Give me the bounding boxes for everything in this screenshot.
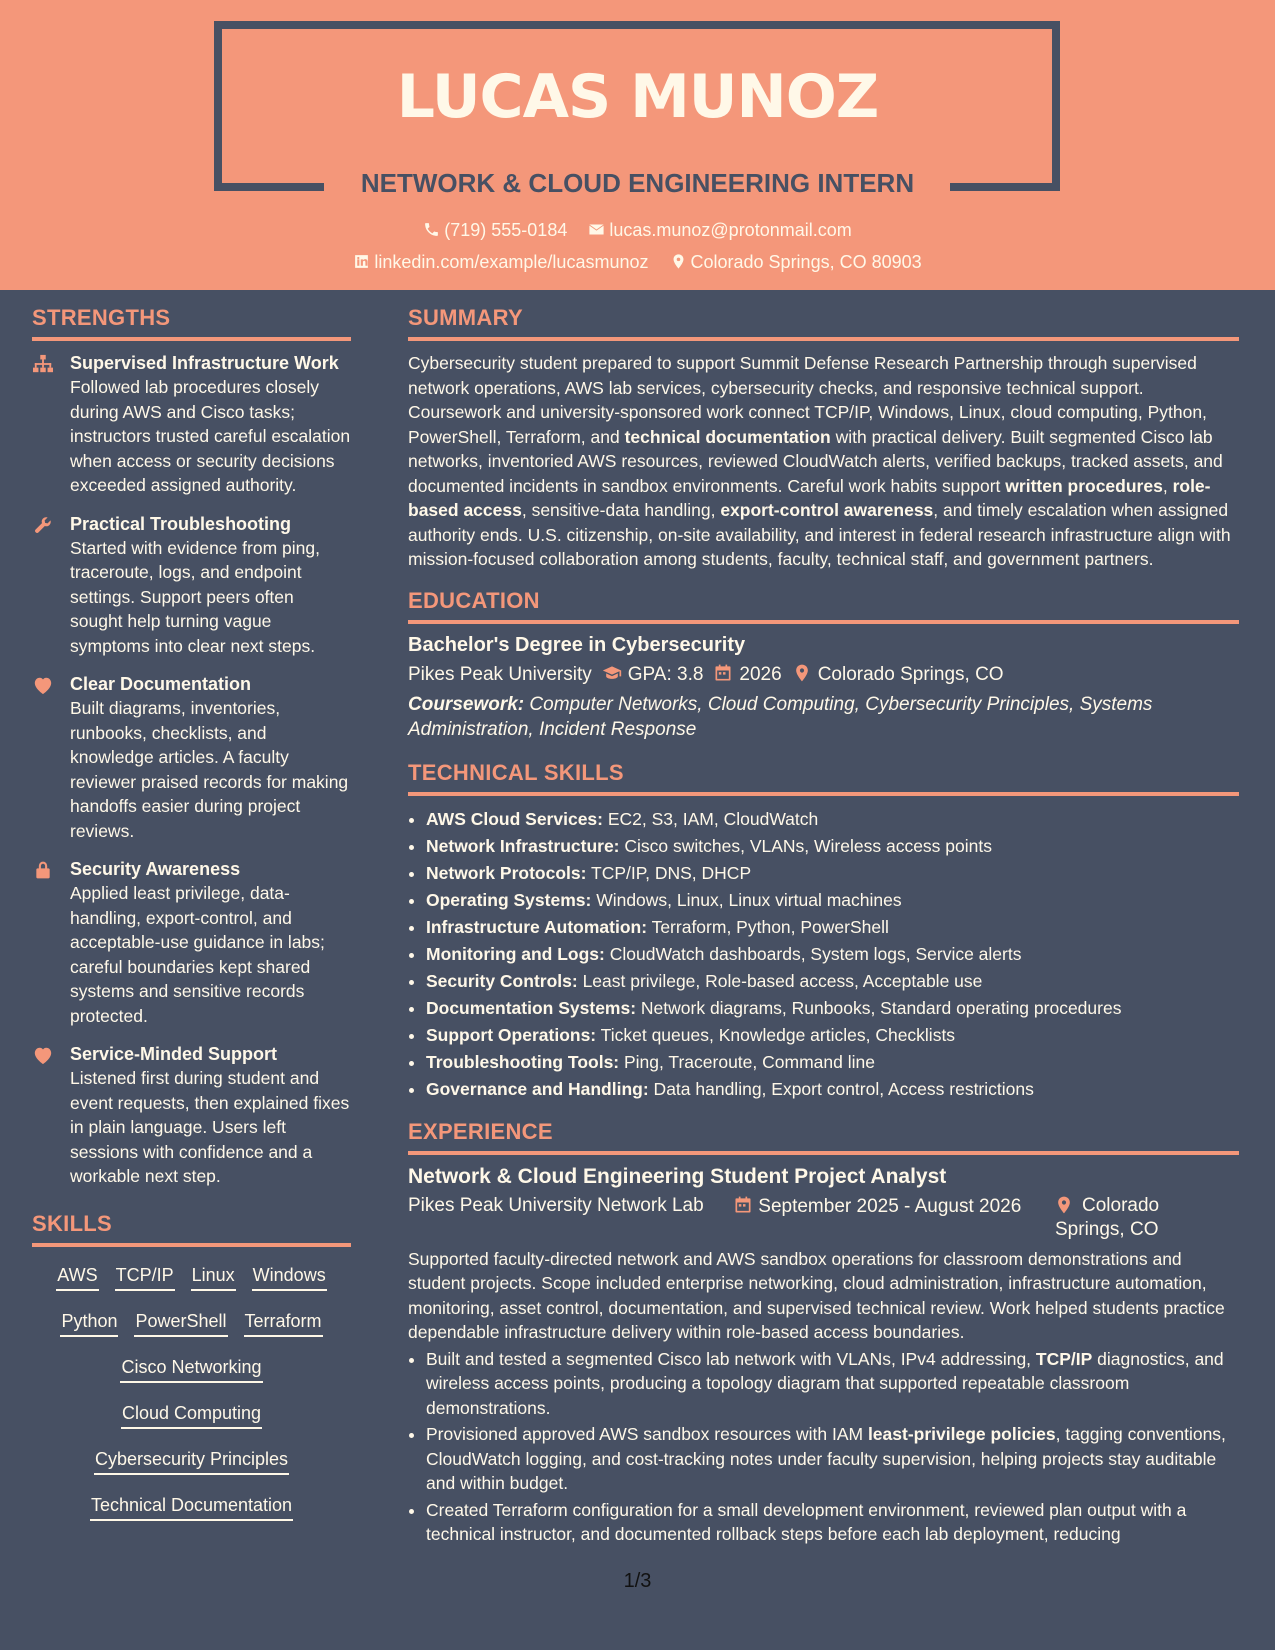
skill-values: Data handling, Export control, Access restrictions [648, 1078, 1034, 1099]
skill-category: Security Controls: [426, 970, 578, 991]
phone-contact[interactable] [423, 220, 567, 241]
position-location-2: Springs, CO [1055, 1218, 1159, 1240]
skill-category: Network Infrastructure: [426, 835, 620, 856]
wrench-icon [32, 515, 54, 535]
summary-text [408, 351, 1239, 572]
bullet-text: Provisioned approved AWS sandbox resources with IAM [426, 1424, 868, 1444]
gpa-text: GPA: 3.8 [627, 663, 704, 685]
skill-tag: Cisco Networking [120, 1357, 262, 1383]
strength-title: Practical Troubleshooting [70, 513, 292, 534]
coursework [408, 692, 1239, 742]
skill-tag: Technical Documentation [90, 1495, 293, 1521]
right-column [408, 305, 1239, 1549]
strength-item [32, 857, 351, 1028]
coursework-label: Coursework: [408, 693, 525, 715]
page-number: 1/3 [623, 1570, 652, 1592]
list-item [426, 995, 1239, 1022]
map-marker-icon [1054, 1195, 1074, 1218]
sitemap-icon [32, 354, 54, 374]
phone-text: (719) 555-0184 [444, 220, 568, 240]
summary-emphasis: written procedures [1005, 475, 1163, 496]
contact-row-2 [0, 252, 1275, 273]
skill-tag: Cybersecurity Principles [94, 1449, 289, 1475]
school-location: Colorado Springs, CO [817, 663, 1004, 685]
skill-tag: PowerShell [134, 1311, 227, 1337]
strength-desc: Started with evidence from ping, traceroute, logs, and endpoint settings. Support peers often sought help turning vague symptoms into clear next steps. [70, 537, 320, 656]
skill-tag: Python [60, 1311, 118, 1337]
summary-part: , [1162, 475, 1173, 496]
linkedin-contact[interactable] [353, 252, 648, 273]
calendar-icon [713, 663, 733, 683]
map-marker-icon [670, 253, 687, 270]
technical-skills-heading: TECHNICAL SKILLS [408, 760, 1239, 796]
skill-tag: TCP/IP [115, 1265, 175, 1291]
position-location-1: Colorado [1082, 1194, 1160, 1216]
dates-group [733, 1195, 1021, 1218]
contact-row-1 [0, 220, 1275, 241]
summary-part: with practical delivery. Built segmented Cisco lab networks, inventoried AWS resources, reviewed CloudWatch alerts, verified backups, tracked assets, and documented incidents in sandbox environments. Careful work habits support [408, 426, 1223, 496]
list-item [426, 887, 1239, 914]
skills-heading: SKILLS [32, 1211, 351, 1247]
location-text: Colorado Springs, CO 80903 [690, 252, 922, 272]
skill-values: Ticket queues, Knowledge articles, Checklists [596, 1024, 956, 1045]
list-item [426, 1022, 1239, 1049]
list-item [426, 941, 1239, 968]
technical-skills-list [408, 806, 1239, 1103]
bullet-emphasis: least-privilege policies [867, 1424, 1056, 1444]
skill-category: Infrastructure Automation: [426, 916, 648, 937]
bullet-text: diagnostics, and wireless access points, producing a topology diagram that supported repeatable classroom demonstrations. [426, 1348, 1224, 1418]
strength-item [32, 672, 351, 843]
phone-icon [423, 221, 440, 238]
heart-icon [32, 675, 54, 695]
list-item [426, 1049, 1239, 1076]
school-name: Pikes Peak University [408, 663, 592, 685]
candidate-name: LUCAS MUNOZ [396, 62, 879, 132]
education-details [408, 663, 1239, 686]
skill-category: Documentation Systems: [426, 997, 637, 1018]
strength-desc: Applied least privilege, data-handling, export-control, and acceptable-use guidance in labs; careful boundaries kept shared systems and sensitive records protected. [70, 883, 325, 1026]
skill-values: EC2, S3, IAM, CloudWatch [603, 808, 819, 829]
linkedin-text: linkedin.com/example/lucasmunoz [374, 252, 649, 272]
summary-part: , and timely escalation when assigned authority ends. U.S. citizenship, on-site availability, and interest in federal research infrastructure align with mission-focused collaboration among students, faculty, technical staff, and government partners. [408, 500, 1231, 569]
calendar-icon [733, 1195, 753, 1215]
list-item [426, 1422, 1239, 1496]
skill-category: Operating Systems: [426, 889, 592, 910]
grad-year: 2026 [739, 663, 782, 685]
bullet-text: Created Terraform configuration for a small development environment, reviewed plan output with a technical instructor, and documented rollback steps before each lab deployment, reducing [426, 1499, 1187, 1544]
summary-emphasis: export-control awareness [720, 500, 934, 520]
skill-tag: Cloud Computing [121, 1403, 262, 1429]
heart-icon [32, 1045, 54, 1065]
education-heading: EDUCATION [408, 588, 1239, 624]
graduation-cap-icon [602, 663, 622, 683]
strengths-heading: STRENGTHS [32, 305, 351, 341]
skill-values: Terraform, Python, PowerShell [647, 916, 889, 937]
position-description: Supported faculty-directed network and AWS sandbox operations for classroom demonstrations and student projects. Scope included enterprise networking, cloud administration, infrastructure automation, monitoring, asset control, documentation, and supervised technical review. Work helped students practice dependable infrastructure delivery within role-based access boundaries. [408, 1248, 1225, 1342]
list-item [426, 833, 1239, 860]
summary-part: , sensitive-data handling, [521, 500, 721, 520]
coursework-list: Computer Networks, Cloud Computing, Cybersecurity Principles, Systems Administration, Incident Response [408, 693, 1153, 740]
bullet-text: Built and tested a segmented Cisco lab network with VLANs, IPv4 addressing, [426, 1348, 1036, 1369]
skill-values: Network diagrams, Runbooks, Standard operating procedures [636, 997, 1122, 1018]
organization-name: Pikes Peak University Network Lab [408, 1194, 704, 1216]
skill-category: Network Protocols: [426, 862, 587, 883]
position-title: Network & Cloud Engineering Student Project Analyst [408, 1164, 947, 1188]
skill-values: TCP/IP, DNS, DHCP [586, 862, 752, 883]
skill-category: Governance and Handling: [426, 1078, 649, 1099]
summary-emphasis: role-based access [408, 475, 1211, 520]
job-title-heading: NETWORK & CLOUD ENGINEERING INTERN [360, 168, 915, 198]
list-item [426, 1076, 1239, 1103]
email-text: lucas.munoz@protonmail.com [609, 220, 852, 240]
strength-item [32, 351, 351, 498]
strength-desc: Followed lab procedures closely during AWS and Cisco tasks; instructors trusted careful escalation when access or security decisions exceeded assigned authority. [70, 377, 351, 495]
skill-values: CloudWatch dashboards, System logs, Service alerts [604, 943, 1022, 964]
strength-title: Clear Documentation [70, 674, 252, 694]
strength-title: Service-Minded Support [70, 1044, 278, 1064]
summary-emphasis: technical documentation [624, 426, 831, 447]
bullet-emphasis: TCP/IP [1035, 1348, 1093, 1369]
degree-title: Bachelor's Degree in Cybersecurity [408, 633, 746, 656]
skill-values: Least privilege, Role-based access, Acceptable use [577, 970, 983, 991]
strength-item [32, 512, 351, 659]
skill-category: Support Operations: [426, 1024, 597, 1045]
email-contact[interactable] [588, 220, 851, 241]
skills-tags [32, 1257, 351, 1533]
strength-desc: Built diagrams, inventories, runbooks, checklists, and knowledge articles. A faculty reviewer praised records for making handoffs easier during project reviews. [70, 698, 349, 841]
list-item [426, 860, 1239, 887]
strength-title: Supervised Infrastructure Work [70, 353, 339, 373]
skill-tag: AWS [56, 1265, 98, 1291]
strength-item [32, 1042, 351, 1189]
strength-desc: Listened first during student and event requests, then explained fixes in plain language. Users left sessions with confidence and a workable next step. [70, 1068, 350, 1186]
map-marker-icon [792, 663, 812, 683]
achievement-list [408, 1347, 1239, 1547]
skill-category: Monitoring and Logs: [426, 943, 605, 964]
skill-values: Windows, Linux, Linux virtual machines [591, 889, 902, 910]
skill-tag: Windows [252, 1265, 327, 1291]
summary-heading: SUMMARY [408, 305, 1239, 341]
skill-category: Troubleshooting Tools: [426, 1051, 620, 1072]
header-band [0, 0, 1275, 290]
lock-icon [32, 860, 54, 880]
left-column [32, 305, 351, 1533]
position-dates: September 2025 - August 2026 [758, 1195, 1022, 1217]
skill-values: Cisco switches, VLANs, Wireless access points [619, 835, 992, 856]
bullet-text: , tagging conventions, CloudWatch logging, and cost-tracking notes under faculty supervision, helping projects stay auditable and within budget. [426, 1424, 1226, 1493]
list-item [426, 1347, 1239, 1421]
list-item [426, 968, 1239, 995]
position-details [408, 1195, 1239, 1247]
skill-tag: Terraform [244, 1311, 323, 1337]
experience-heading: EXPERIENCE [408, 1119, 1239, 1155]
summary-part: Cybersecurity student prepared to support Summit Defense Research Partnership through supervised network operations, AWS lab services, cybersecurity checks, and responsive technical support. Coursework and university-sponsored work connect TCP/IP, Windows, Linux, cloud computing, Python, PowerShell, Terraform, and [408, 353, 1207, 447]
envelope-icon [588, 221, 605, 238]
list-item [426, 914, 1239, 941]
skill-category: AWS Cloud Services: [426, 808, 603, 829]
strength-title: Security Awareness [70, 859, 241, 879]
list-item [426, 806, 1239, 833]
linkedin-icon [353, 253, 370, 270]
skill-tag: Linux [191, 1265, 236, 1291]
list-item [426, 1498, 1239, 1547]
location-contact [670, 252, 922, 273]
skill-values: Ping, Traceroute, Command line [619, 1051, 875, 1072]
